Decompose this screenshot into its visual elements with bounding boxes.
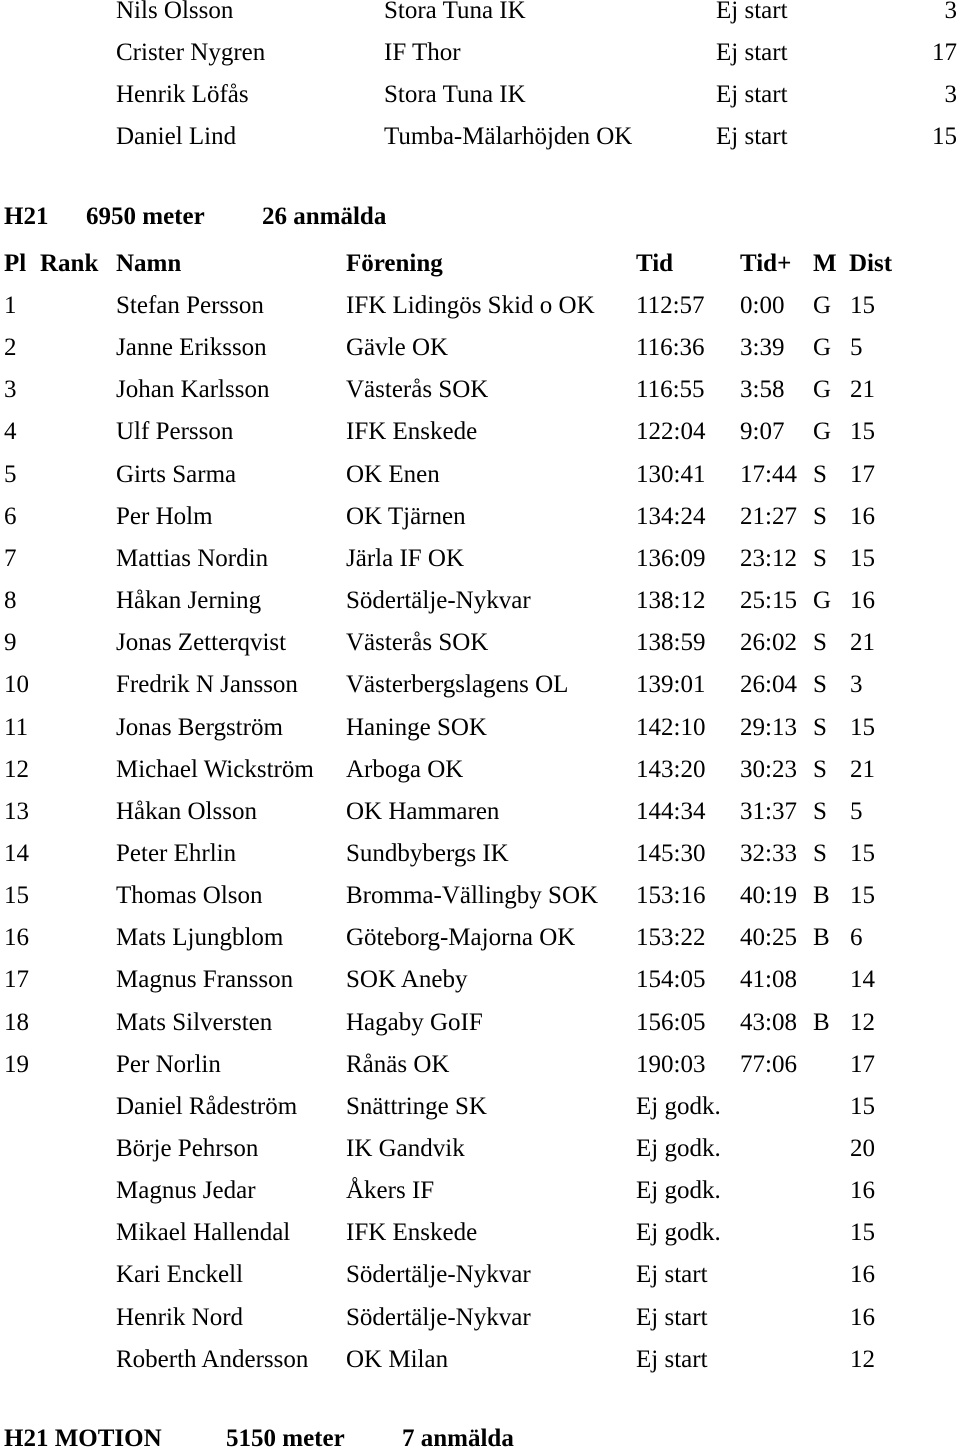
club-name: Stora Tuna IK — [384, 0, 526, 24]
header-namn: Namn — [116, 250, 182, 277]
time-behind: 40:19 — [740, 882, 797, 909]
time-behind: 43:08 — [740, 1009, 797, 1036]
district: 16 — [850, 587, 875, 614]
club-name: Rånäs OK — [346, 1051, 450, 1078]
district: 15 — [850, 1093, 875, 1120]
result-row — [0, 1006, 960, 1040]
header-pl: Pl — [4, 250, 27, 277]
placing: 15 — [4, 882, 29, 909]
club-name: IF Thor — [384, 39, 461, 66]
club-name: Gävle OK — [346, 334, 449, 361]
result-time: Ej start — [716, 39, 788, 66]
result-time: 134:24 — [636, 503, 706, 530]
class-heading-h21 — [0, 200, 960, 234]
result-row — [0, 921, 960, 955]
club-name: IK Gandvik — [346, 1135, 465, 1162]
class-name: H21 MOTION — [4, 1425, 162, 1452]
district: 3 — [850, 671, 863, 698]
placing: 14 — [4, 840, 29, 867]
medal: S — [813, 756, 827, 783]
district: 12 — [850, 1346, 875, 1373]
club-name: OK Milan — [346, 1346, 449, 1373]
runner-name: Kari Enckell — [116, 1261, 244, 1288]
medal: B — [813, 924, 830, 951]
result-time: 136:09 — [636, 545, 706, 572]
result-row — [0, 711, 960, 745]
club-name: Arboga OK — [346, 756, 464, 783]
placing: 8 — [4, 587, 17, 614]
medal: G — [813, 418, 832, 445]
result-time: 130:41 — [636, 461, 706, 488]
time-behind: 26:02 — [740, 629, 797, 656]
runner-name: Crister Nygren — [116, 39, 266, 66]
club-name: Snättringe SK — [346, 1093, 487, 1120]
header-m: M — [813, 250, 837, 277]
result-time: 153:22 — [636, 924, 706, 951]
district: 17 — [932, 39, 957, 66]
runner-name: Ulf Persson — [116, 418, 234, 445]
runner-name: Daniel Rådeström — [116, 1093, 298, 1120]
district: 14 — [850, 966, 875, 993]
result-row — [0, 415, 960, 449]
medal: B — [813, 1009, 830, 1036]
placing: 5 — [4, 461, 17, 488]
result-row — [0, 1048, 960, 1082]
medal: G — [813, 334, 832, 361]
club-name: IFK Enskede — [346, 1219, 478, 1246]
district: 15 — [850, 1219, 875, 1246]
prev-class-row — [0, 0, 960, 28]
runner-name: Henrik Löfås — [116, 81, 249, 108]
district: 16 — [850, 503, 875, 530]
result-row — [0, 584, 960, 618]
result-row — [0, 626, 960, 660]
result-row — [0, 1132, 960, 1166]
district: 15 — [932, 123, 957, 150]
district: 21 — [850, 629, 875, 656]
result-time: 143:20 — [636, 756, 706, 783]
district: 6 — [850, 924, 863, 951]
runner-name: Börje Pehrson — [116, 1135, 259, 1162]
result-time: Ej start — [716, 81, 788, 108]
result-time: Ej start — [636, 1346, 708, 1373]
result-row — [0, 753, 960, 787]
result-time: Ej godk. — [636, 1219, 721, 1246]
club-name: Järla IF OK — [346, 545, 465, 572]
header-forening: Förening — [346, 250, 443, 277]
result-row — [0, 795, 960, 829]
medal: S — [813, 840, 827, 867]
time-behind: 21:27 — [740, 503, 797, 530]
medal: S — [813, 671, 827, 698]
class-registered: 26 anmälda — [262, 203, 387, 230]
time-behind: 0:00 — [740, 292, 785, 319]
district: 21 — [850, 756, 875, 783]
runner-name: Magnus Fransson — [116, 966, 294, 993]
result-time: 142:10 — [636, 714, 706, 741]
placing: 12 — [4, 756, 29, 783]
club-name: OK Tjärnen — [346, 503, 466, 530]
time-behind: 29:13 — [740, 714, 797, 741]
medal: B — [813, 882, 830, 909]
result-time: Ej start — [636, 1261, 708, 1288]
header-tid: Tid — [636, 250, 674, 277]
prev-class-row — [0, 78, 960, 112]
placing: 18 — [4, 1009, 29, 1036]
time-behind: 25:15 — [740, 587, 797, 614]
result-time: 138:12 — [636, 587, 706, 614]
runner-name: Per Norlin — [116, 1051, 221, 1078]
runner-name: Stefan Persson — [116, 292, 264, 319]
district: 17 — [850, 1051, 875, 1078]
district: 16 — [850, 1304, 875, 1331]
runner-name: Jonas Bergström — [116, 714, 283, 741]
club-name: OK Hammaren — [346, 798, 500, 825]
club-name: Sundbybergs IK — [346, 840, 509, 867]
header-tid-plus: Tid+ — [740, 250, 792, 277]
runner-name: Roberth Andersson — [116, 1346, 309, 1373]
runner-name: Michael Wickström — [116, 756, 314, 783]
result-row — [0, 837, 960, 871]
runner-name: Henrik Nord — [116, 1304, 244, 1331]
result-time: 139:01 — [636, 671, 706, 698]
runner-name: Thomas Olson — [116, 882, 263, 909]
result-time: 153:16 — [636, 882, 706, 909]
result-time: 138:59 — [636, 629, 706, 656]
placing: 16 — [4, 924, 29, 951]
placing: 9 — [4, 629, 17, 656]
medal: S — [813, 714, 827, 741]
club-name: Bromma-Vällingby SOK — [346, 882, 599, 909]
district: 5 — [850, 334, 863, 361]
result-time: 122:04 — [636, 418, 706, 445]
result-time: Ej start — [636, 1304, 708, 1331]
result-time: 154:05 — [636, 966, 706, 993]
class-name: H21 — [4, 203, 49, 230]
district: 17 — [850, 461, 875, 488]
header-dist: Dist — [849, 250, 893, 277]
result-time: Ej godk. — [636, 1177, 721, 1204]
district: 15 — [850, 545, 875, 572]
placing: 3 — [4, 376, 17, 403]
medal: S — [813, 461, 827, 488]
result-row — [0, 1258, 960, 1292]
placing: 19 — [4, 1051, 29, 1078]
medal: S — [813, 629, 827, 656]
club-name: Tumba-Mälarhöjden OK — [384, 123, 633, 150]
district: 21 — [850, 376, 875, 403]
medal: S — [813, 798, 827, 825]
result-row — [0, 1090, 960, 1124]
placing: 1 — [4, 292, 17, 319]
district: 20 — [850, 1135, 875, 1162]
header-rank: Rank — [40, 250, 99, 277]
prev-class-row — [0, 36, 960, 70]
runner-name: Johan Karlsson — [116, 376, 270, 403]
runner-name: Nils Olsson — [116, 0, 234, 24]
class-registered: 7 anmälda — [402, 1425, 514, 1452]
result-time: 145:30 — [636, 840, 706, 867]
district: 3 — [944, 81, 957, 108]
club-name: Västerås SOK — [346, 376, 489, 403]
time-behind: 31:37 — [740, 798, 797, 825]
column-headers — [0, 247, 960, 281]
time-behind: 32:33 — [740, 840, 797, 867]
result-time: 144:34 — [636, 798, 706, 825]
medal: S — [813, 503, 827, 530]
time-behind: 40:25 — [740, 924, 797, 951]
runner-name: Fredrik N Jansson — [116, 671, 298, 698]
runner-name: Mats Silversten — [116, 1009, 273, 1036]
time-behind: 3:39 — [740, 334, 785, 361]
district: 5 — [850, 798, 863, 825]
district: 15 — [850, 882, 875, 909]
placing: 17 — [4, 966, 29, 993]
result-row — [0, 542, 960, 576]
placing: 6 — [4, 503, 17, 530]
prev-class-row — [0, 120, 960, 154]
club-name: Haninge SOK — [346, 714, 487, 741]
result-time: Ej start — [716, 0, 788, 24]
club-name: IFK Lidingös Skid o OK — [346, 292, 595, 319]
result-row — [0, 963, 960, 997]
district: 15 — [850, 418, 875, 445]
runner-name: Per Holm — [116, 503, 213, 530]
result-row — [0, 668, 960, 702]
result-time: 112:57 — [636, 292, 705, 319]
runner-name: Mats Ljungblom — [116, 924, 284, 951]
club-name: Göteborg-Majorna OK — [346, 924, 576, 951]
runner-name: Håkan Jerning — [116, 587, 262, 614]
district: 16 — [850, 1177, 875, 1204]
result-row — [0, 289, 960, 323]
time-behind: 26:04 — [740, 671, 797, 698]
district: 3 — [944, 0, 957, 24]
result-time: 156:05 — [636, 1009, 706, 1036]
result-row — [0, 500, 960, 534]
result-row — [0, 1174, 960, 1208]
result-time: 116:36 — [636, 334, 705, 361]
club-name: SOK Aneby — [346, 966, 468, 993]
placing: 2 — [4, 334, 17, 361]
time-behind: 41:08 — [740, 966, 797, 993]
district: 12 — [850, 1009, 875, 1036]
runner-name: Daniel Lind — [116, 123, 237, 150]
result-row — [0, 1216, 960, 1250]
runner-name: Mattias Nordin — [116, 545, 269, 572]
runner-name: Håkan Olsson — [116, 798, 257, 825]
medal: G — [813, 292, 832, 319]
placing: 13 — [4, 798, 29, 825]
club-name: IFK Enskede — [346, 418, 478, 445]
result-row — [0, 879, 960, 913]
time-behind: 9:07 — [740, 418, 785, 445]
club-name: Stora Tuna IK — [384, 81, 526, 108]
runner-name: Girts Sarma — [116, 461, 237, 488]
medal: G — [813, 376, 832, 403]
club-name: Södertälje-Nykvar — [346, 1304, 531, 1331]
club-name: Hagaby GoIF — [346, 1009, 483, 1036]
medal: S — [813, 545, 827, 572]
club-name: Åkers IF — [346, 1177, 435, 1204]
district: 15 — [850, 840, 875, 867]
placing: 11 — [4, 714, 29, 741]
runner-name: Peter Ehrlin — [116, 840, 237, 867]
club-name: OK Enen — [346, 461, 440, 488]
runner-name: Janne Eriksson — [116, 334, 267, 361]
placing: 10 — [4, 671, 29, 698]
result-time: 190:03 — [636, 1051, 706, 1078]
result-row — [0, 331, 960, 365]
runner-name: Magnus Jedar — [116, 1177, 256, 1204]
medal: G — [813, 587, 832, 614]
class-distance: 6950 meter — [86, 203, 205, 230]
club-name: Södertälje-Nykvar — [346, 587, 531, 614]
class-distance: 5150 meter — [226, 1425, 345, 1452]
result-time: 116:55 — [636, 376, 705, 403]
district: 15 — [850, 714, 875, 741]
result-time: Ej godk. — [636, 1093, 721, 1120]
result-time: Ej godk. — [636, 1135, 721, 1162]
time-behind: 23:12 — [740, 545, 797, 572]
time-behind: 77:06 — [740, 1051, 797, 1078]
club-name: Södertälje-Nykvar — [346, 1261, 531, 1288]
result-row — [0, 1343, 960, 1377]
result-row — [0, 373, 960, 407]
placing: 7 — [4, 545, 17, 572]
result-row — [0, 1301, 960, 1335]
result-time: Ej start — [716, 123, 788, 150]
district: 16 — [850, 1261, 875, 1288]
time-behind: 17:44 — [740, 461, 797, 488]
result-row — [0, 458, 960, 492]
club-name: Västerås SOK — [346, 629, 489, 656]
club-name: Västerbergslagens OL — [346, 671, 569, 698]
time-behind: 3:58 — [740, 376, 785, 403]
placing: 4 — [4, 418, 17, 445]
district: 15 — [850, 292, 875, 319]
time-behind: 30:23 — [740, 756, 797, 783]
runner-name: Jonas Zetterqvist — [116, 629, 287, 656]
runner-name: Mikael Hallendal — [116, 1219, 291, 1246]
